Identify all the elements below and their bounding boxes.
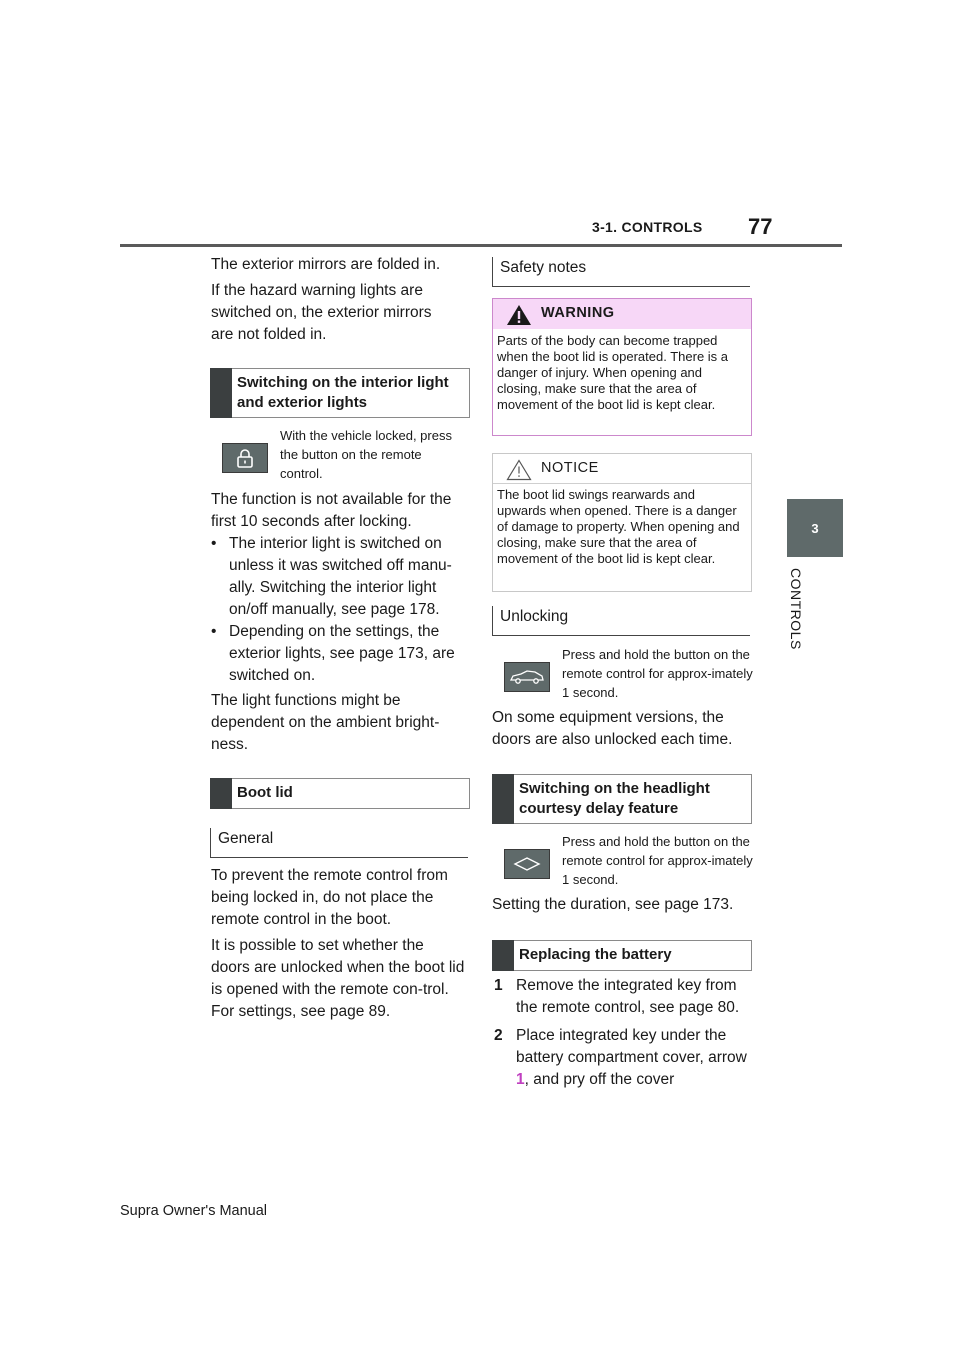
step-text: Place integrated key under the battery compartment cover, arrow 1, and pry off the cover — [516, 1027, 747, 1088]
arrow-number: 1 — [516, 1071, 525, 1088]
footer-manual-title: Supra Owner's Manual — [120, 1203, 268, 1219]
chapter-label: CONTROLS — [788, 568, 804, 650]
heading-boot-lid: Boot lid — [237, 784, 293, 801]
bullet-dot: • — [211, 535, 217, 552]
paragraph-boot-lid-settings: It is possible to set whether the doors are unlocked when the boot lid is opened with the remote con-trol. For settings, see page 89. — [211, 937, 465, 1020]
bullet-exterior-lights: • Depending on the settings, the exterior lights, see page 173, are switched on. — [211, 623, 455, 684]
notice-triangle-icon — [506, 459, 532, 481]
subheading-rule — [210, 857, 468, 858]
unlock-instruction: Press and hold the button on the remote control for approx-imately 1 second. — [562, 647, 753, 700]
subheading-rule — [492, 286, 750, 287]
heading-headlight-delay: Switching on the headlight courtesy delay feature — [519, 780, 710, 817]
page-number: 77 — [748, 214, 773, 239]
paragraph-remote-in-boot: To prevent the remote control from being locked in, do not place the remote control in the boot. — [211, 867, 448, 928]
paragraph-hazard-lights: If the hazard warning lights are switched on, the exterior mirrors are not folded in. — [211, 282, 432, 343]
heading-box-boot-lid — [210, 778, 470, 809]
notice-text: The boot lid swings rearwards and upwards when opened. There is a danger of damage to property. When opening and closing, make sure that the area of movement of the boot lid is kept clear. — [497, 487, 740, 566]
heading-bar — [210, 778, 232, 809]
heading-bar — [210, 368, 232, 418]
heading-replacing-battery: Replacing the battery — [519, 946, 672, 963]
paragraph-light-functions: The light functions might be dependent on the ambient bright-ness. — [211, 692, 440, 753]
paragraph-not-available: The function is not available for the first 10 seconds after locking. — [211, 491, 452, 530]
subheading-safety-notes: Safety notes — [492, 257, 751, 286]
bullet-interior-light: • The interior light is switched on unless it was switched off manu-ally. Switching the interior light on/off manually, see page 178. — [211, 535, 452, 618]
section-title: 3-1. CONTROLS — [592, 219, 703, 235]
step-number: 2 — [494, 1027, 503, 1044]
warning-title: WARNING — [541, 305, 615, 321]
heading-interior-light: Switching on the interior light and exterior lights — [237, 374, 449, 411]
chapter-tab — [787, 499, 843, 557]
step-text: Remove the integrated key from the remote control, see page 80. — [516, 977, 740, 1016]
subheading-unlocking: Unlocking — [492, 606, 751, 635]
header-rule — [120, 244, 842, 247]
car-trunk-button-icon — [504, 662, 550, 692]
notice-box — [492, 453, 752, 592]
warning-box — [492, 298, 752, 436]
subheading-general: General — [210, 828, 469, 857]
step-1 — [494, 975, 754, 1019]
chapter-number: 3 — [811, 520, 819, 536]
heading-box-interior-light — [210, 368, 470, 418]
heading-box-headlight-delay — [492, 774, 752, 824]
warning-text: Parts of the body can become trapped when the boot lid is operated. There is a danger of injury. When opening and closing, make sure that the area of movement of the boot lid is kept clear. — [497, 333, 729, 412]
paragraph-mirrors-folded: The exterior mirrors are folded in. — [211, 256, 441, 273]
heading-box-replacing-battery — [492, 940, 752, 971]
notice-divider — [493, 483, 751, 484]
headlight-button-icon — [504, 849, 550, 879]
lock-button-icon — [222, 443, 268, 473]
subheading-rule — [492, 635, 750, 636]
heading-bar — [492, 774, 514, 824]
warning-triangle-icon — [506, 304, 532, 326]
step-number: 1 — [494, 977, 503, 994]
lock-instruction: With the vehicle locked, press the button on the remote control. — [280, 428, 452, 481]
heading-bar — [492, 940, 514, 971]
bullet-dot: • — [211, 623, 217, 640]
paragraph-doors-unlocked: On some equipment versions, the doors are also unlocked each time. — [492, 709, 733, 748]
paragraph-setting-duration: Setting the duration, see page 173. — [492, 896, 734, 913]
step-2 — [494, 1025, 754, 1091]
notice-title: NOTICE — [541, 460, 599, 476]
headlight-instruction: Press and hold the button on the remote control for approx-imately 1 second. — [562, 834, 753, 887]
